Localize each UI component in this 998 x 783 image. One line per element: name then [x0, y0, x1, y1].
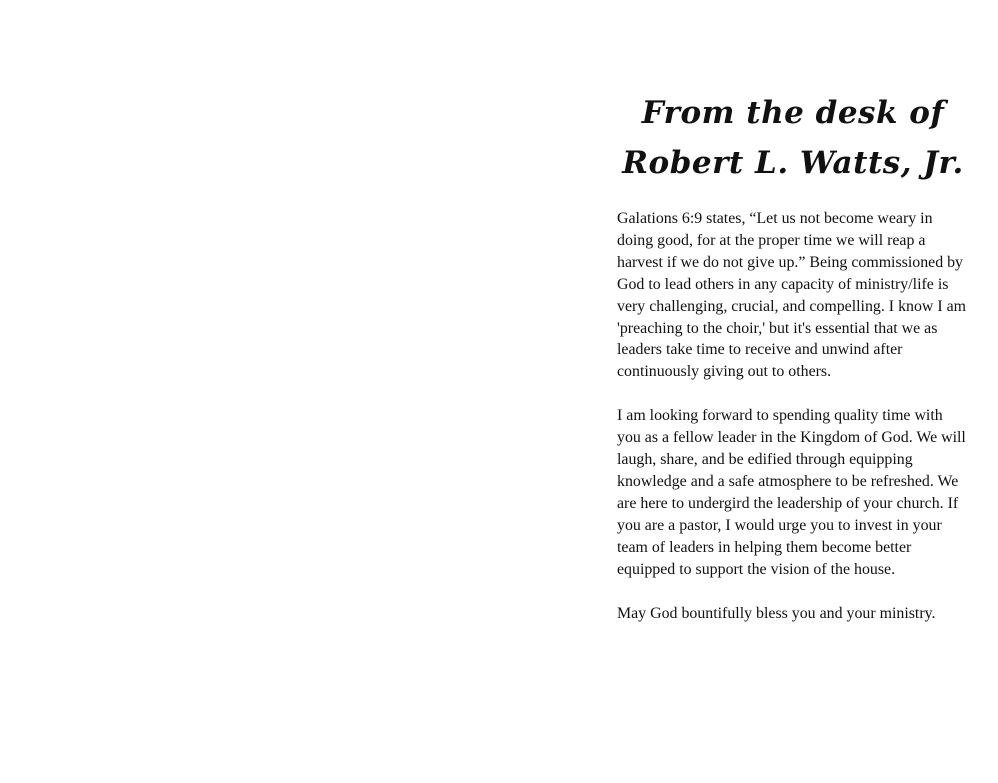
paragraph-blessing: May God bountifully bless you and your ministry.: [617, 604, 936, 622]
paragraph-galatians: Galations 6:9 states, “Let us not become weary in doing good, for at the proper time we will reap a harvest if we do not give up.” Being commissioned by God to lead others in any capacity of ministry/life is very challenging, crucial, and compelling. I know I am 'preaching to the choir,' but it's essential that we as leaders take time to receive and unwind after continuously giving out to others.: [617, 210, 967, 381]
heading-line-author-name: Robert L. Watts, Jr.: [622, 145, 964, 181]
heading-line-from-the-desk: From the desk of: [641, 95, 945, 131]
letter-body: [617, 208, 969, 624]
paragraph-invitation: I am looking forward to spending quality time with you as a fellow leader in the Kingdom of God. We will laugh, share, and be edified through equipping knowledge and a safe atmosphere to be refreshed. We are here to undergird the leadership of your church. If you are a pastor, I would urge you to invest in your team of leaders in helping them become better equipped to support the vision of the house.: [617, 407, 966, 578]
letter-page: [617, 88, 969, 646]
letter-heading: [617, 88, 969, 188]
